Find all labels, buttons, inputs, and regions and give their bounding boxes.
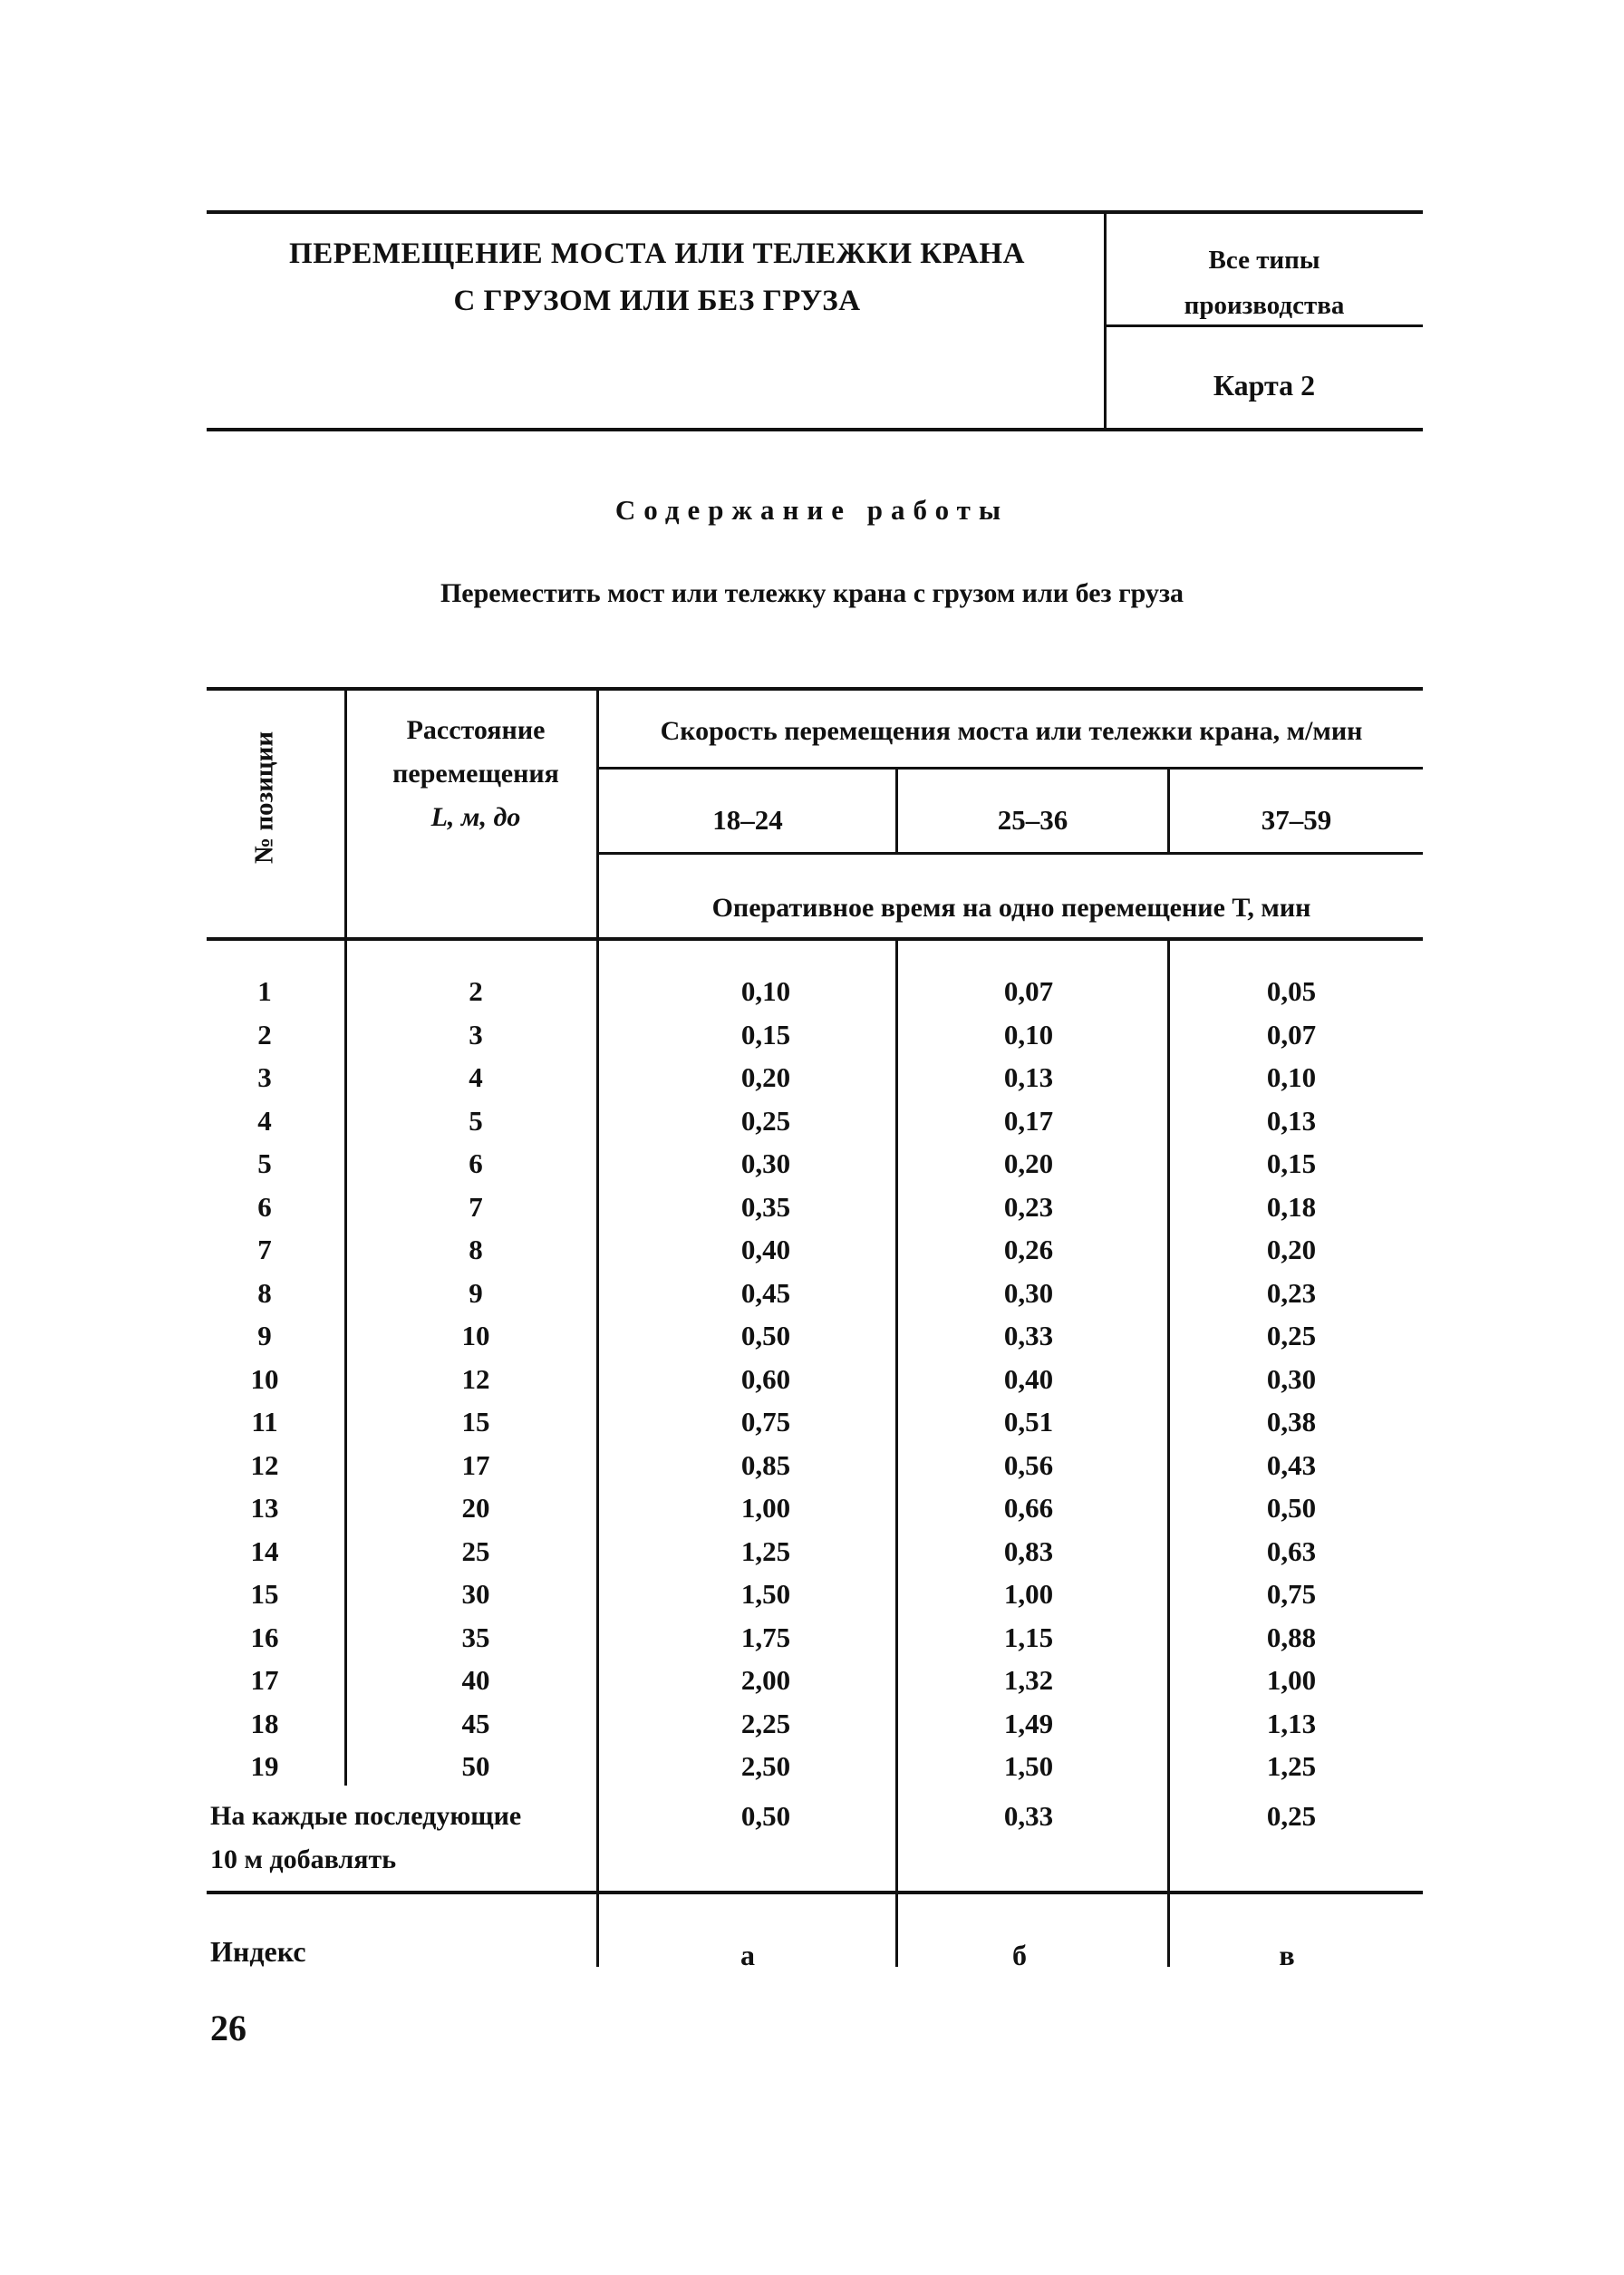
time-a-cell: 1,50 <box>740 1578 791 1610</box>
time-b-cell: 0,83 <box>1003 1534 1054 1567</box>
distance-cell: 4 <box>469 1061 483 1093</box>
title-line-2: С ГРУЗОМ ИЛИ БЕЗ ГРУЗА <box>453 285 861 317</box>
index-a: а <box>740 1939 755 1971</box>
table-row <box>0 1013 1624 1057</box>
time-a-cell: 0,20 <box>740 1061 791 1093</box>
distance-cell: 30 <box>461 1578 490 1610</box>
distance-cell: 45 <box>461 1707 490 1739</box>
time-b-cell: 0,07 <box>1003 975 1054 1007</box>
time-v-cell: 0,50 <box>1266 1492 1317 1524</box>
time-b-cell: 0,17 <box>1003 1104 1054 1137</box>
extra-per-10m-label <box>210 1795 591 1882</box>
distance-cell: 50 <box>461 1750 490 1782</box>
position-cell: 16 <box>250 1621 279 1653</box>
table-row <box>0 1530 1624 1573</box>
table-row <box>0 1616 1624 1660</box>
time-b-cell: 0,23 <box>1003 1190 1054 1223</box>
table-row <box>0 1099 1624 1143</box>
table-row <box>0 970 1624 1013</box>
time-a-cell: 0,75 <box>740 1406 791 1438</box>
time-b-cell: 0,66 <box>1003 1492 1054 1524</box>
time-b-cell: 0,33 <box>1003 1320 1054 1351</box>
extra-value-a: 0,50 <box>740 1800 791 1832</box>
operative-time-header: Оперативное время на одно перемещение Т, мин <box>711 893 1311 923</box>
table-row <box>0 1272 1624 1315</box>
position-cell: 15 <box>250 1578 279 1610</box>
table-row <box>0 1745 1624 1788</box>
speed-25-36: 25–36 <box>997 804 1068 836</box>
time-v-cell: 0,15 <box>1266 1147 1317 1179</box>
position-number-header <box>237 716 292 879</box>
time-a-cell: 0,60 <box>740 1362 791 1395</box>
time-a-cell: 0,30 <box>740 1147 791 1179</box>
distance-cell: 25 <box>461 1534 490 1567</box>
time-v-cell: 0,30 <box>1266 1362 1317 1395</box>
extra-label-line-1: На каждые последующие <box>210 1801 522 1831</box>
time-v-cell: 0,25 <box>1266 1320 1317 1351</box>
speed-37-59: 37–59 <box>1261 804 1332 836</box>
position-cell: 2 <box>257 1018 272 1050</box>
time-a-cell: 2,00 <box>740 1664 791 1696</box>
time-a-cell: 0,40 <box>740 1234 791 1265</box>
distance-cell: 8 <box>469 1234 483 1265</box>
time-v-cell: 0,63 <box>1266 1534 1317 1567</box>
position-cell: 11 <box>251 1406 278 1438</box>
time-v-cell: 0,75 <box>1266 1578 1317 1610</box>
position-number-header-text: № позиции <box>249 731 279 865</box>
time-v-cell: 0,88 <box>1266 1621 1317 1653</box>
position-cell: 7 <box>257 1234 272 1265</box>
time-b-cell: 0,26 <box>1003 1234 1054 1265</box>
time-b-cell: 0,51 <box>1003 1406 1054 1438</box>
time-v-cell: 0,13 <box>1266 1104 1317 1137</box>
time-b-cell: 1,15 <box>1003 1621 1054 1653</box>
distance-cell: 3 <box>469 1018 483 1050</box>
index-v: в <box>1279 1939 1295 1971</box>
distance-cell: 35 <box>461 1621 490 1653</box>
time-a-cell: 0,10 <box>740 975 791 1007</box>
time-b-cell: 0,13 <box>1003 1061 1054 1093</box>
distance-cell: 12 <box>461 1362 490 1395</box>
time-a-cell: 0,50 <box>740 1320 791 1351</box>
table-row <box>0 1314 1624 1358</box>
distance-cell: 7 <box>469 1190 483 1223</box>
time-v-cell: 0,05 <box>1266 975 1317 1007</box>
time-a-cell: 0,45 <box>740 1276 791 1309</box>
speed-18-24: 18–24 <box>712 804 783 836</box>
position-cell: 1 <box>257 975 272 1007</box>
time-a-cell: 2,25 <box>740 1707 791 1739</box>
time-b-cell: 0,56 <box>1003 1448 1054 1481</box>
position-cell: 14 <box>250 1534 279 1567</box>
distance-header-line-3: L, м, до <box>430 802 521 832</box>
time-b-cell: 0,10 <box>1003 1018 1054 1050</box>
table-row <box>0 1228 1624 1272</box>
time-a-cell: 0,25 <box>740 1104 791 1137</box>
distance-cell: 9 <box>469 1276 483 1309</box>
production-types <box>1110 237 1418 328</box>
position-cell: 18 <box>250 1707 279 1739</box>
distance-cell: 40 <box>461 1664 490 1696</box>
distance-header <box>349 709 603 839</box>
extra-value-v: 0,25 <box>1266 1800 1317 1832</box>
time-v-cell: 0,07 <box>1266 1018 1317 1050</box>
table-row <box>0 1142 1624 1186</box>
position-cell: 9 <box>257 1320 272 1351</box>
types-line-1: Все типы <box>1208 246 1320 275</box>
distance-cell: 20 <box>461 1492 490 1524</box>
table-row <box>0 1186 1624 1229</box>
position-cell: 17 <box>250 1664 279 1696</box>
title-line-1: ПЕРЕМЕЩЕНИЕ МОСТА ИЛИ ТЕЛЕЖКИ КРАНА <box>289 237 1025 270</box>
time-b-cell: 1,50 <box>1003 1750 1054 1782</box>
index-label: Индекс <box>210 1935 306 1968</box>
time-v-cell: 0,10 <box>1266 1061 1317 1093</box>
time-b-cell: 0,30 <box>1003 1276 1054 1309</box>
distance-cell: 5 <box>469 1104 483 1137</box>
time-v-cell: 0,20 <box>1266 1234 1317 1265</box>
extra-value-b: 0,33 <box>1003 1800 1054 1832</box>
position-cell: 3 <box>257 1061 272 1093</box>
position-cell: 19 <box>250 1750 279 1782</box>
table-row <box>0 1358 1624 1401</box>
speed-header: Скорость перемещения моста или тележки крана, м/мин <box>660 716 1363 746</box>
position-cell: 13 <box>250 1492 279 1524</box>
position-cell: 12 <box>250 1448 279 1481</box>
time-b-cell: 1,32 <box>1003 1664 1054 1696</box>
distance-header-line-2: перемещения <box>392 759 559 789</box>
index-b: б <box>1012 1939 1027 1971</box>
distance-header-line-1: Расстояние <box>406 715 546 745</box>
time-b-cell: 0,20 <box>1003 1147 1054 1179</box>
time-b-cell: 1,49 <box>1003 1707 1054 1739</box>
table-row <box>0 1444 1624 1487</box>
distance-cell: 17 <box>461 1448 490 1481</box>
document-title <box>208 227 1106 328</box>
distance-cell: 2 <box>469 975 483 1007</box>
table-row <box>0 1056 1624 1099</box>
time-v-cell: 1,00 <box>1266 1664 1317 1696</box>
table-row <box>0 1400 1624 1444</box>
time-a-cell: 1,75 <box>740 1621 791 1653</box>
distance-cell: 10 <box>461 1320 490 1351</box>
table-row <box>0 1702 1624 1746</box>
page-number: 26 <box>210 2008 246 2048</box>
time-v-cell: 0,18 <box>1266 1190 1317 1223</box>
time-v-cell: 0,23 <box>1266 1276 1317 1309</box>
position-cell: 8 <box>257 1276 272 1309</box>
task-description: Переместить мост или тележку крана с грузом или без груза <box>440 578 1184 608</box>
time-a-cell: 1,25 <box>740 1534 791 1567</box>
section-title: Содержание работы <box>614 494 1010 526</box>
time-a-cell: 1,00 <box>740 1492 791 1524</box>
time-a-cell: 0,85 <box>740 1448 791 1481</box>
position-cell: 4 <box>257 1104 272 1137</box>
time-a-cell: 0,35 <box>740 1190 791 1223</box>
position-cell: 6 <box>257 1190 272 1223</box>
position-cell: 10 <box>250 1362 279 1395</box>
time-b-cell: 1,00 <box>1003 1578 1054 1610</box>
time-a-cell: 2,50 <box>740 1750 791 1782</box>
card-number: Карта 2 <box>1213 369 1316 402</box>
table-row <box>0 1573 1624 1616</box>
time-a-cell: 0,15 <box>740 1018 791 1050</box>
distance-cell: 15 <box>461 1406 490 1438</box>
table-row <box>0 1659 1624 1702</box>
position-cell: 5 <box>257 1147 272 1179</box>
extra-label-line-2: 10 м добавлять <box>210 1844 397 1874</box>
distance-cell: 6 <box>469 1147 483 1179</box>
types-line-2: производства <box>1184 291 1345 320</box>
table-row <box>0 1486 1624 1530</box>
time-v-cell: 1,25 <box>1266 1750 1317 1782</box>
time-v-cell: 0,43 <box>1266 1448 1317 1481</box>
time-b-cell: 0,40 <box>1003 1362 1054 1395</box>
time-v-cell: 1,13 <box>1266 1707 1317 1739</box>
time-v-cell: 0,38 <box>1266 1406 1317 1438</box>
